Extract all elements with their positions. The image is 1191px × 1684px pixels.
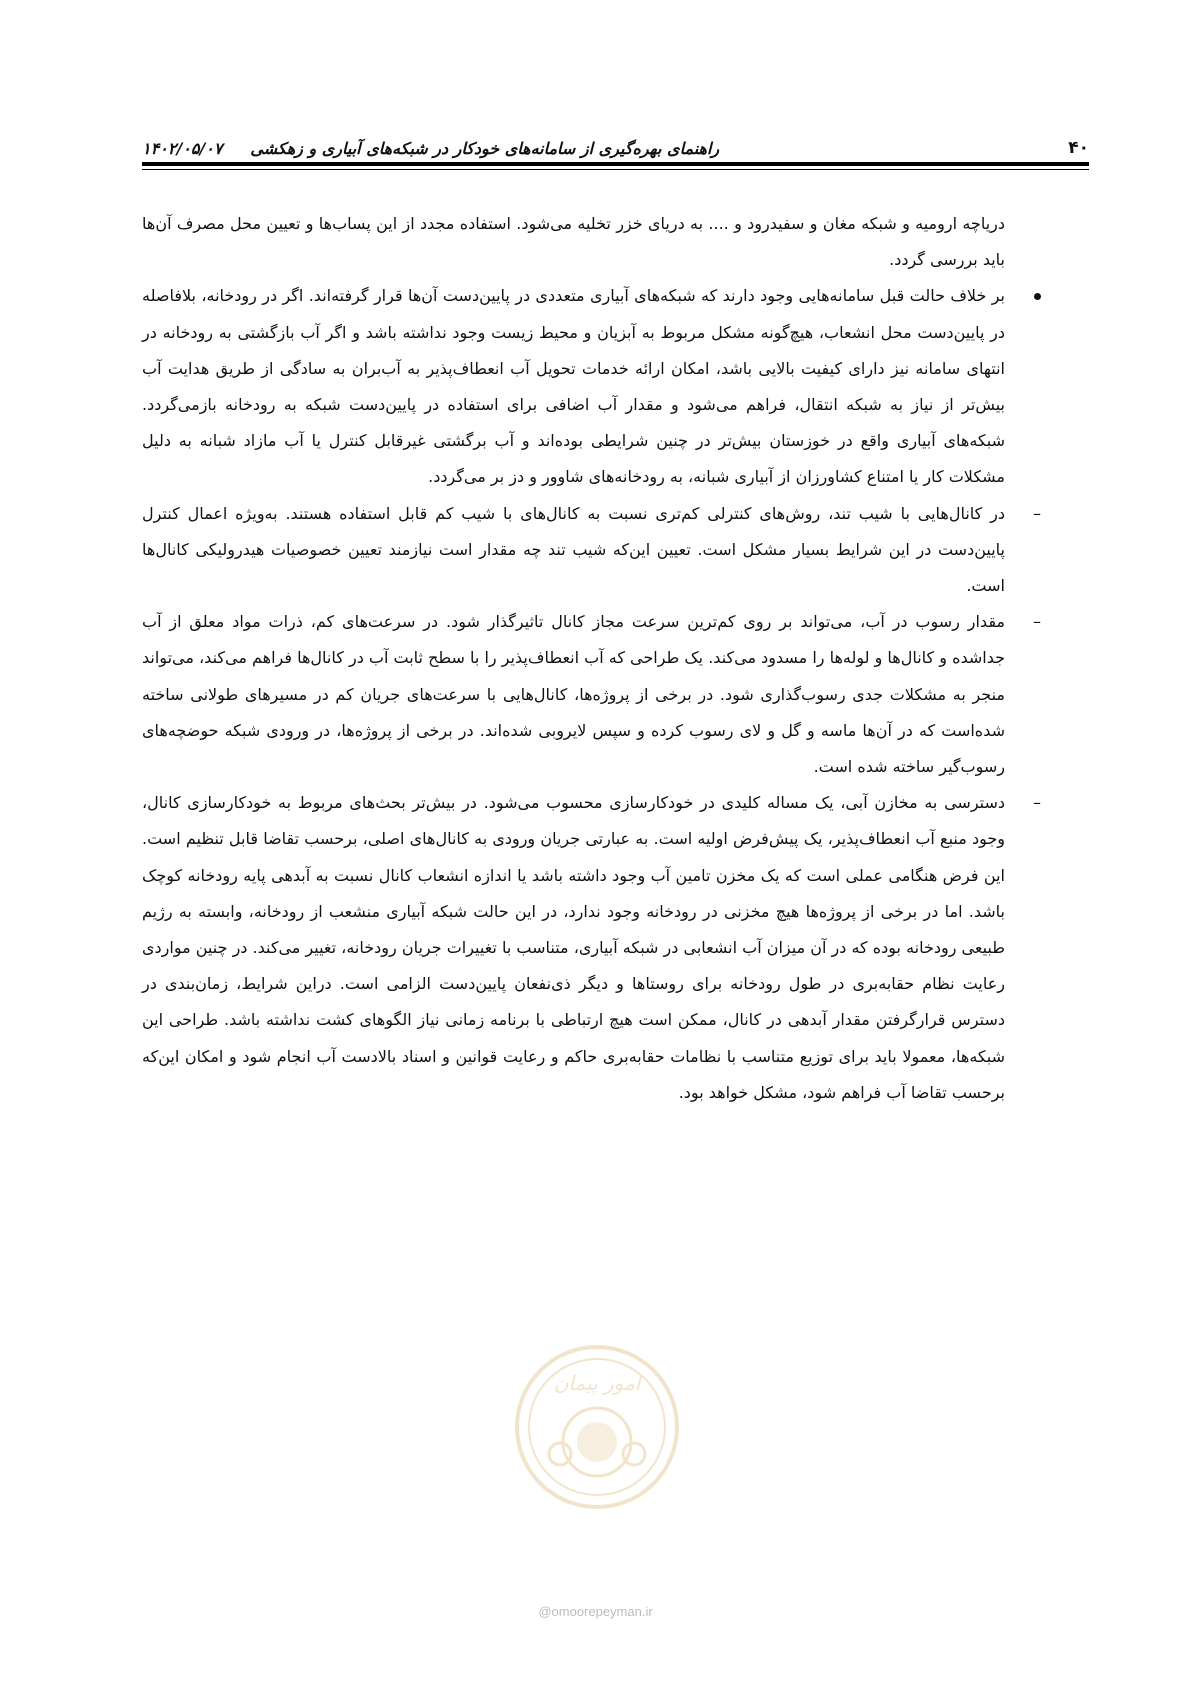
dash-paragraph: دسترسی به مخازن آبی، یک مساله کلیدی در خودکارسازی محسوب می‌شود. در بیش‌تر بحث‌های مربوط به خودکارسازی کانال، وجود منبع آب انعطاف‌پذیر، یک پیش‌فرض اولیه است. به عبارتی جریان ورودی به کانال‌های اصلی، برحسب تقاضا قابل تنظیم است. این فرض هنگامی عملی است که یک مخزن تامین آب وجود داشته باشد یا اندازه انشعاب کانال نسبت به آبدهی پایه رودخانه کوچک باشد. اما در برخی از پروژه‌ها هیچ مخزنی در رودخانه وجود ندارد، در این حالت شبکه آبیاری منشعب از رودخانه، وابسته به رژیم طبیعی رودخانه بوده که در آن میزان آب انشعابی در شبکه آبیاری، متناسب با تغییرات جریان رودخانه، تغییر می‌کند. در چنین مواردی رعایت نظام حقابه‌بری در طول رودخانه برای روستاها و دیگر ذی‌نفعان پایین‌دست الزامی است. دراین شرایط، زمان‌بندی در دسترس قرارگرفتن مقدار آبدهی در کانال، ممکن است هیچ ارتباطی با برنامه زمانی نیاز الگوهای کشت نداشته باشد. طراحی این شبکه‌ها، معمولا باید برای توزیع متناسب با نظامات حقابه‌بری حاکم و رعایت قوانین و اسناد بالادست آب انجام شود و امکان این‌که برحسب تقاضا آب فراهم شود، مشکل خواهد بود. [142, 793, 1005, 1102]
header-rule-thin [142, 169, 1089, 170]
dash-item [142, 785, 1041, 1111]
dash-item [142, 604, 1041, 785]
header-title [142, 139, 719, 158]
body-text [142, 206, 1041, 1111]
page-number: ۴۰ [1068, 138, 1089, 158]
dash-marker: – [1033, 612, 1041, 632]
dash-marker: – [1033, 793, 1041, 813]
running-header [142, 128, 1089, 158]
dash-paragraph: در کانال‌هایی با شیب تند، روش‌های کنترلی کم‌تری نسبت به کانال‌های با شیب کم قابل استفاده هستند. به‌ویژه اعمال کنترل پایین‌دست در این شرایط بسیار مشکل است. تعیین این‌که شیب تند چه مقدار است نیازمند تعیین خصوصیات هیدرولیکی کانال‌ها است. [142, 503, 1005, 596]
seal-watermark [512, 1342, 682, 1512]
bullet-paragraph: بر خلاف حالت قبل سامانه‌هایی وجود دارند که شبکه‌های آبیاری متعددی در پایین‌دست آن‌ها قرار گرفته‌اند. اگر در رودخانه، بلافاصله در پایین‌دست محل انشعاب، هیچ‌گونه مشکل مربوط به آبزیان و محیط زیست وجود نداشته باشد و اگر آب بازگشتی به رودخانه در انتهای سامانه نیز دارای کیفیت بالایی باشد، امکان ارائه خدمات تحویل آب انعطاف‌پذیر به آب‌بران به سادگی از طریق هدایت آب بیش‌تر از نیاز به شبکه انتقال، فراهم می‌شود و مقدار آب اضافی برای استفاده در پایین‌دست شبکه به رودخانه بازمی‌گردد. شبکه‌های آبیاری واقع در خوزستان بیش‌تر در چنین شرایطی بوده‌اند و آب برگشتی غیرقابل کنترل یا آب مازاد شبانه به دلیل مشکلات کار یا امتناع کشاورزان از آبیاری شبانه، به رودخانه‌های شاوور و دز بر می‌گردد. [142, 286, 1005, 487]
dash-paragraph: مقدار رسوب در آب، می‌تواند بر روی کم‌ترین سرعت مجاز کانال تاثیرگذار شود. در سرعت‌های کم، ذرات مواد معلق از آب جداشده و کانال‌ها و لوله‌ها را مسدود می‌کند. یک طراحی که آب انعطاف‌پذیر را با سطح ثابت آب در کانال‌ها فراهم می‌کند، می‌تواند منجر به مشکلات جدی رسوب‌گذاری شود. در برخی از پروژه‌ها، کانال‌هایی با سرعت‌های جریان کم در مسیرهای طولانی ساخته شده‌است که در آن‌ها ماسه و گل و لای رسوب کرده و سپس لایروبی شده‌اند. در برخی از پروژه‌ها، در ورودی شبکه حوضچه‌های رسوب‌گیر ساخته شده است. [142, 612, 1005, 777]
document-title: راهنمای بهره‌گیری از سامانه‌های خودکار در شبکه‌های آبیاری و زهکشی [250, 139, 720, 158]
bullet-marker [1027, 278, 1047, 314]
bullet-item [142, 278, 1005, 495]
intro-paragraph: دریاچه ارومیه و شبکه مغان و سفیدرود و .... به دریای خزر تخلیه می‌شود. استفاده مجدد از این پساب‌ها و تعیین محل مصرف آن‌ها باید بررسی گردد. [142, 214, 1005, 270]
watermark-site: @omoorepeyman.ir [538, 1604, 653, 1619]
dash-marker: – [1033, 503, 1041, 523]
dash-item [142, 496, 1041, 605]
seal-text: امور پیمان [553, 1371, 641, 1395]
header-date: ۱۴۰۲/۰۵/۰۷ [142, 139, 223, 158]
header-rule-thick [142, 162, 1089, 166]
